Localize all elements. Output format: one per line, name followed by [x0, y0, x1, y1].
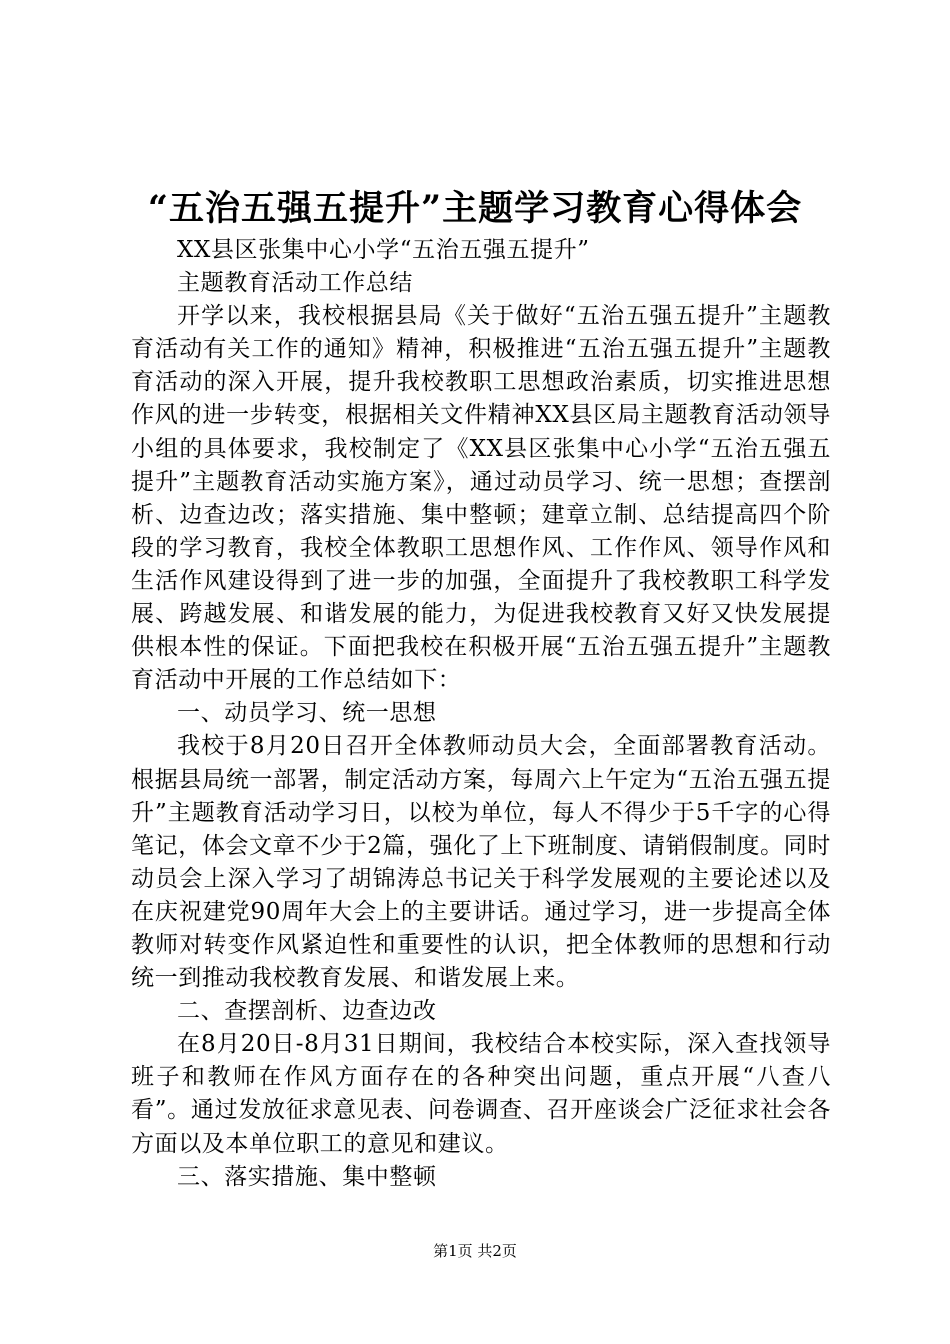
- section-heading-2: 二、查摆剖析、边查边改: [177, 998, 437, 1025]
- section-paragraph-2: 在8月20日-8月31日期间，我校结合本校实际，深入查找领导班子和教师在作风方面存在的各种突出问题，重点开展“八查八看”。通过发放征求意见表、问卷调查、召开座谈会广泛征求社会各方面以及本单位职工的意见和建议。: [131, 1031, 831, 1157]
- document-title: “五治五强五提升”主题学习教育心得体会: [147, 188, 803, 229]
- subtitle-line-2: 主题教育活动工作总结: [177, 270, 413, 297]
- intro-paragraph: 开学以来，我校根据县局《关于做好“五治五强五提升”主题教育活动有关工作的通知》精神，积极推进“五治五强五提升”主题教育活动的深入开展，提升我校教职工思想政治素质，切实推进思想作风的进一步转变，根据相关文件精神XX县区局主题教育活动领导小组的具体要求，我校制定了《XX县区张集中心小学“五治五强五提升”主题教育活动实施方案》，通过动员学习、统一思想；查摆剖析、边查边改；落实措施、集中整顿；建章立制、总结提高四个阶段的学习教育，我校全体教职工思想作风、工作作风、领导作风和生活作风建设得到了进一步的加强，全面提升了我校教职工科学发展、跨越发展、和谐发展的能力，为促进我校教育又好又快发展提供根本性的保证。下面把我校在积极开展“五治五强五提升”主题教育活动中开展的工作总结如下：: [131, 303, 831, 694]
- page-footer: 第1页 共2页: [433, 1242, 517, 1260]
- document-body: [131, 234, 831, 1194]
- section-heading-1: 一、动员学习、统一思想: [177, 700, 437, 727]
- section-heading-3: 三、落实措施、集中整顿: [177, 1163, 437, 1190]
- subtitle-line-1: XX县区张集中心小学“五治五强五提升”: [177, 237, 590, 263]
- section-paragraph-1: 我校于8月20日召开全体教师动员大会，全面部署教育活动。根据县局统一部署，制定活动方案，每周六上午定为“五治五强五提升”主题教育活动学习日，以校为单位，每人不得少于5千字的心得笔记，体会文章不少于2篇，强化了上下班制度、请销假制度。同时动员会上深入学习了胡锦涛总书记关于科学发展观的主要论述以及在庆祝建党90周年大会上的主要讲话。通过学习，进一步提高全体教师对转变作风紧迫性和重要性的认识，把全体教师的思想和行动统一到推动我校教育发展、和谐发展上来。: [131, 733, 831, 992]
